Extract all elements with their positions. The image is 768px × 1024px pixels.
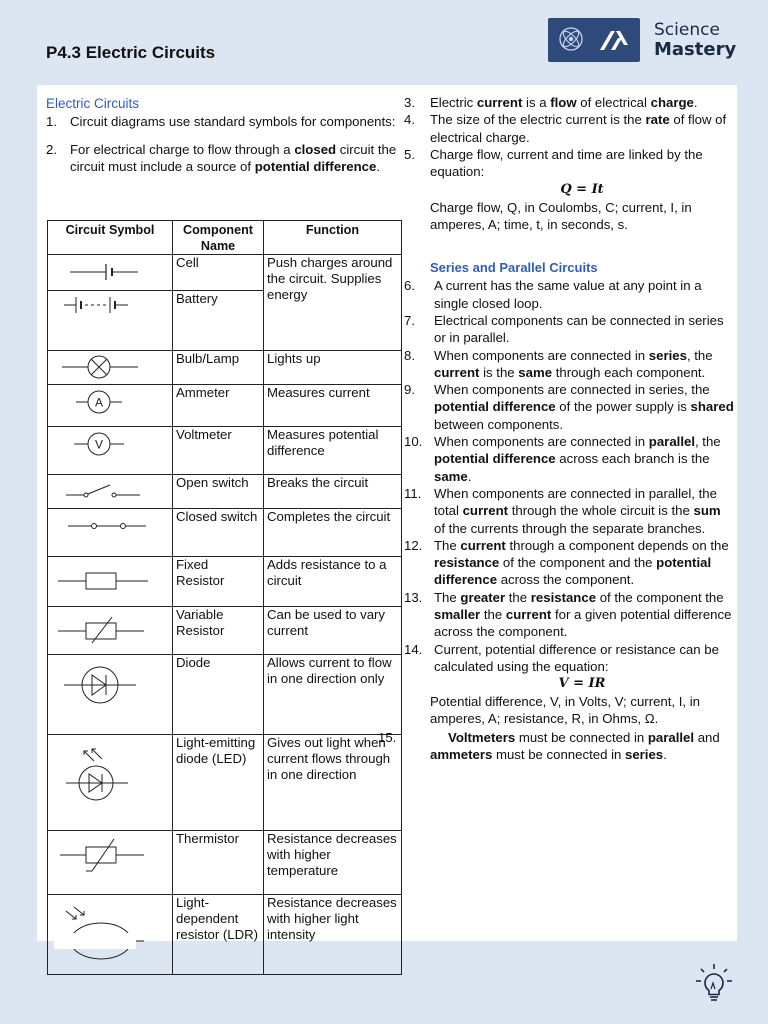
equation-charge-flow: Q = It	[560, 182, 604, 198]
table-row	[48, 655, 402, 735]
text-run: For electrical charge to flow through a	[70, 141, 295, 157]
text-run: for a given potential difference across the component.	[434, 607, 732, 640]
list-item	[404, 589, 734, 641]
list-item-number: 3.	[404, 95, 415, 110]
list-item-number: 6.	[404, 278, 415, 294]
symbol-cell	[48, 351, 173, 385]
svg-text:A: A	[94, 395, 104, 410]
bold-term: rate	[645, 112, 670, 128]
list-item-text	[70, 113, 406, 131]
text-run: .	[663, 747, 667, 763]
section-heading-electric-circuits: Electric Circuits	[46, 96, 140, 111]
right-list-a	[404, 94, 734, 180]
header-function: Function	[264, 221, 402, 255]
bold-term: current	[476, 95, 523, 110]
component-function: Completes the circuit	[264, 509, 402, 557]
bold-term: current	[462, 503, 509, 519]
component-function: Measures potential difference	[264, 427, 402, 475]
left-column	[46, 95, 406, 176]
list-item-number: 10.	[404, 434, 423, 450]
text-run: .	[467, 468, 472, 484]
table-row	[48, 255, 402, 291]
text-run: When components are connected in series, the	[434, 382, 710, 398]
table-row	[48, 351, 402, 385]
bold-term: current	[505, 607, 552, 623]
text-run: Current, potential difference or resistance can be calculated using the equation:	[434, 641, 719, 674]
text-run: across the component.	[497, 572, 635, 588]
component-function: Resistance decreases with higher light intensity	[264, 895, 402, 975]
bold-term: potential difference	[434, 399, 556, 415]
bold-term: greater	[460, 589, 506, 605]
text-run: of electrical	[576, 95, 651, 110]
component-name: Light-emitting diode (LED)	[173, 735, 264, 831]
list-item	[404, 537, 734, 589]
component-function: Adds resistance to a circuit	[264, 557, 402, 607]
list-item-number: 14.	[404, 641, 423, 657]
symbol-cell	[48, 655, 173, 735]
led-symbol-icon	[48, 735, 172, 815]
list-item-text	[434, 433, 734, 485]
text-run: circuit the circuit must include a source of	[70, 141, 397, 174]
right-column	[378, 94, 734, 764]
text-run: A current has the same value at any point in a single closed loop.	[434, 278, 702, 311]
bold-term: smaller	[434, 607, 481, 623]
text-run: across each branch is the	[555, 451, 710, 467]
symbol-cell	[48, 831, 173, 895]
header-circuit-symbol: Circuit Symbol	[48, 221, 173, 255]
atom-icon	[558, 26, 584, 52]
ammeter-symbol-icon	[48, 385, 172, 419]
text-run: of the power supply is	[555, 399, 691, 415]
text-run: When components are connected in	[434, 434, 649, 450]
component-name: Light-dependent resistor (LDR)	[173, 895, 264, 975]
component-name: Bulb/Lamp	[173, 351, 264, 385]
right-list-c	[378, 729, 734, 764]
text-run: through each component.	[552, 364, 706, 380]
bold-term: flow	[550, 95, 577, 110]
open-switch-symbol-icon	[48, 475, 172, 507]
bold-term: same	[518, 364, 553, 380]
text-run: is the	[479, 364, 519, 380]
component-name: Cell	[173, 255, 264, 291]
list-item-number: 9.	[404, 382, 415, 398]
component-name: Variable Resistor	[173, 607, 264, 655]
symbol-cell	[48, 509, 173, 557]
equation-charge-flow-note: Charge flow, Q, in Coulombs, C; current, I, in amperes, A; time, t, in seconds, s.	[430, 199, 692, 233]
text-run: When components are connected in parallel, the total	[434, 485, 717, 519]
text-run: of flow of electrical charge.	[430, 112, 727, 145]
text-run: between components.	[434, 416, 564, 432]
symbol-cell	[48, 427, 173, 475]
lightbulb-icon	[692, 962, 736, 1006]
list-item	[46, 141, 406, 176]
table-row	[48, 509, 402, 557]
list-item	[404, 347, 734, 382]
right-list-b	[404, 277, 734, 675]
component-name: Fixed Resistor	[173, 557, 264, 607]
header-component-name: Component Name	[173, 221, 264, 255]
left-list	[46, 113, 406, 176]
bold-term: Voltmeters	[448, 730, 516, 746]
list-item	[404, 111, 734, 146]
component-name: Ammeter	[173, 385, 264, 427]
text-run: Charge flow, current and time are linked by the equation:	[430, 146, 703, 180]
list-item-text	[430, 146, 734, 181]
list-item-text	[434, 381, 734, 433]
lamp-symbol-icon	[48, 351, 172, 384]
list-item	[404, 641, 734, 676]
list-item-number: 1.	[46, 114, 57, 129]
ldr-symbol-icon	[48, 895, 172, 967]
text-run: and	[694, 730, 720, 746]
component-function: Lights up	[264, 351, 402, 385]
bold-term: shared	[690, 399, 734, 415]
table-row	[48, 831, 402, 895]
table-row	[48, 475, 402, 509]
bold-term: current	[434, 364, 480, 380]
list-item	[404, 277, 734, 312]
equation-ohms-law-note: Potential difference, V, in Volts, V; current, I, in amperes, A; resistance, R, in Ohms, Ω.	[430, 693, 701, 726]
text-run: , the	[686, 347, 713, 363]
list-item-text	[434, 589, 734, 641]
list-item-text	[434, 641, 734, 676]
list-item	[404, 485, 734, 537]
component-function: Resistance decreases with higher temperature	[264, 831, 402, 895]
symbol-cell	[48, 557, 173, 607]
text-run: must be connected in	[515, 730, 648, 746]
list-item-number: 8.	[404, 347, 415, 363]
section-heading-series-parallel: Series and Parallel Circuits	[430, 260, 598, 276]
text-run: the	[505, 589, 531, 605]
component-function: Gives out light when current flows through in one direction	[264, 735, 402, 831]
text-run: is a	[522, 95, 551, 110]
bold-term: parallel	[647, 730, 695, 746]
component-name: Closed switch	[173, 509, 264, 557]
component-function: Can be used to vary current	[264, 607, 402, 655]
bold-term: resistance	[434, 555, 500, 571]
component-name: Thermistor	[173, 831, 264, 895]
table-row	[48, 557, 402, 607]
component-table	[47, 220, 402, 975]
svg-text:V: V	[94, 437, 104, 452]
component-function: Measures current	[264, 385, 402, 427]
list-item-text	[434, 537, 734, 589]
symbol-cell	[48, 385, 173, 427]
white-patch	[54, 933, 136, 949]
bold-term: series	[648, 347, 687, 363]
text-run: .	[693, 95, 698, 110]
voltmeter-symbol-icon	[48, 427, 172, 461]
text-run: of the currents through the separate branches.	[434, 520, 706, 536]
component-function: Push charges around the circuit. Supplies energy	[264, 255, 402, 351]
bold-term: ammeters	[430, 747, 493, 763]
list-item	[404, 312, 734, 347]
text-run: of the component the	[596, 589, 724, 605]
text-run: , the	[694, 434, 721, 450]
bold-term: potential difference	[254, 159, 377, 174]
thermistor-symbol-icon	[48, 831, 172, 881]
text-run: When components are connected in	[434, 347, 649, 363]
text-run: .	[376, 159, 381, 174]
list-item-number: 5.	[404, 146, 415, 162]
list-item-text	[434, 312, 734, 347]
bold-term: same	[434, 468, 468, 484]
symbol-cell	[48, 475, 173, 509]
list-item-text	[434, 277, 734, 312]
variable-resistor-symbol-icon	[48, 607, 172, 653]
logo-word-mastery: Mastery	[654, 39, 737, 60]
list-item	[378, 729, 734, 764]
bold-term: potential difference	[434, 555, 712, 588]
text-run: Electrical components can be connected in series or in parallel.	[434, 312, 724, 346]
list-item-number: 15.	[378, 730, 397, 746]
list-item-text	[430, 111, 734, 146]
table-row	[48, 427, 402, 475]
table-row	[48, 607, 402, 655]
list-item	[46, 113, 406, 131]
bold-term: sum	[693, 503, 721, 519]
list-item-number: 7.	[404, 312, 415, 328]
list-item-number: 4.	[404, 112, 415, 128]
text-run: The	[434, 589, 461, 605]
diode-symbol-icon	[48, 655, 172, 715]
list-item-text	[70, 141, 406, 176]
list-item-text	[430, 94, 734, 111]
page-title: P4.3 Electric Circuits	[46, 43, 216, 62]
bold-term: closed	[294, 141, 337, 157]
component-name: Battery	[173, 291, 264, 351]
text-run: must be connected in	[492, 747, 625, 763]
component-name: Diode	[173, 655, 264, 735]
component-name: Open switch	[173, 475, 264, 509]
symbol-cell	[48, 291, 173, 351]
bold-term: potential difference	[434, 451, 556, 467]
fixed-resistor-symbol-icon	[48, 557, 172, 605]
symbol-cell	[48, 735, 173, 831]
text-run: through the whole circuit is the	[508, 503, 694, 519]
list-item-number: 13.	[404, 589, 423, 605]
component-name: Voltmeter	[173, 427, 264, 475]
cell-symbol-icon	[48, 255, 172, 289]
bold-term: charge	[650, 95, 694, 110]
symbol-cell	[48, 607, 173, 655]
table-header-row	[48, 221, 402, 255]
list-item-number: 11.	[404, 485, 422, 501]
list-item	[404, 433, 734, 485]
table-row	[48, 385, 402, 427]
list-item-number: 12.	[404, 537, 423, 553]
text-run: Electric	[430, 95, 477, 110]
symbol-cell	[48, 255, 173, 291]
text-run: the	[480, 607, 506, 623]
text-run: The	[434, 537, 461, 553]
bold-term: parallel	[648, 434, 695, 450]
list-item	[404, 94, 734, 111]
bold-term: resistance	[530, 589, 597, 605]
logo-word-science: Science	[654, 20, 720, 40]
table-row	[48, 735, 402, 831]
list-item-text	[434, 347, 734, 382]
component-function: Breaks the circuit	[264, 475, 402, 509]
logo-badge	[548, 18, 640, 62]
bold-term: current	[460, 537, 506, 553]
list-item	[404, 381, 734, 433]
battery-symbol-icon	[48, 291, 172, 319]
text-run: The size of the electric current is the	[430, 112, 646, 128]
mastery-mark-icon	[598, 26, 630, 54]
list-item-number: 2.	[46, 141, 57, 157]
bold-term: series	[625, 747, 664, 763]
list-item-text	[434, 485, 734, 537]
text-run: through a component depends on the	[505, 537, 729, 553]
component-function: Allows current to flow in one direction only	[264, 655, 402, 735]
text-run: Circuit diagrams use standard symbols for components:	[70, 114, 396, 129]
science-mastery-logo	[548, 18, 748, 64]
text-run: of the component and the	[499, 555, 657, 571]
list-item	[404, 146, 734, 181]
closed-switch-symbol-icon	[48, 509, 172, 543]
equation-ohms-law: V = IR	[558, 676, 606, 692]
